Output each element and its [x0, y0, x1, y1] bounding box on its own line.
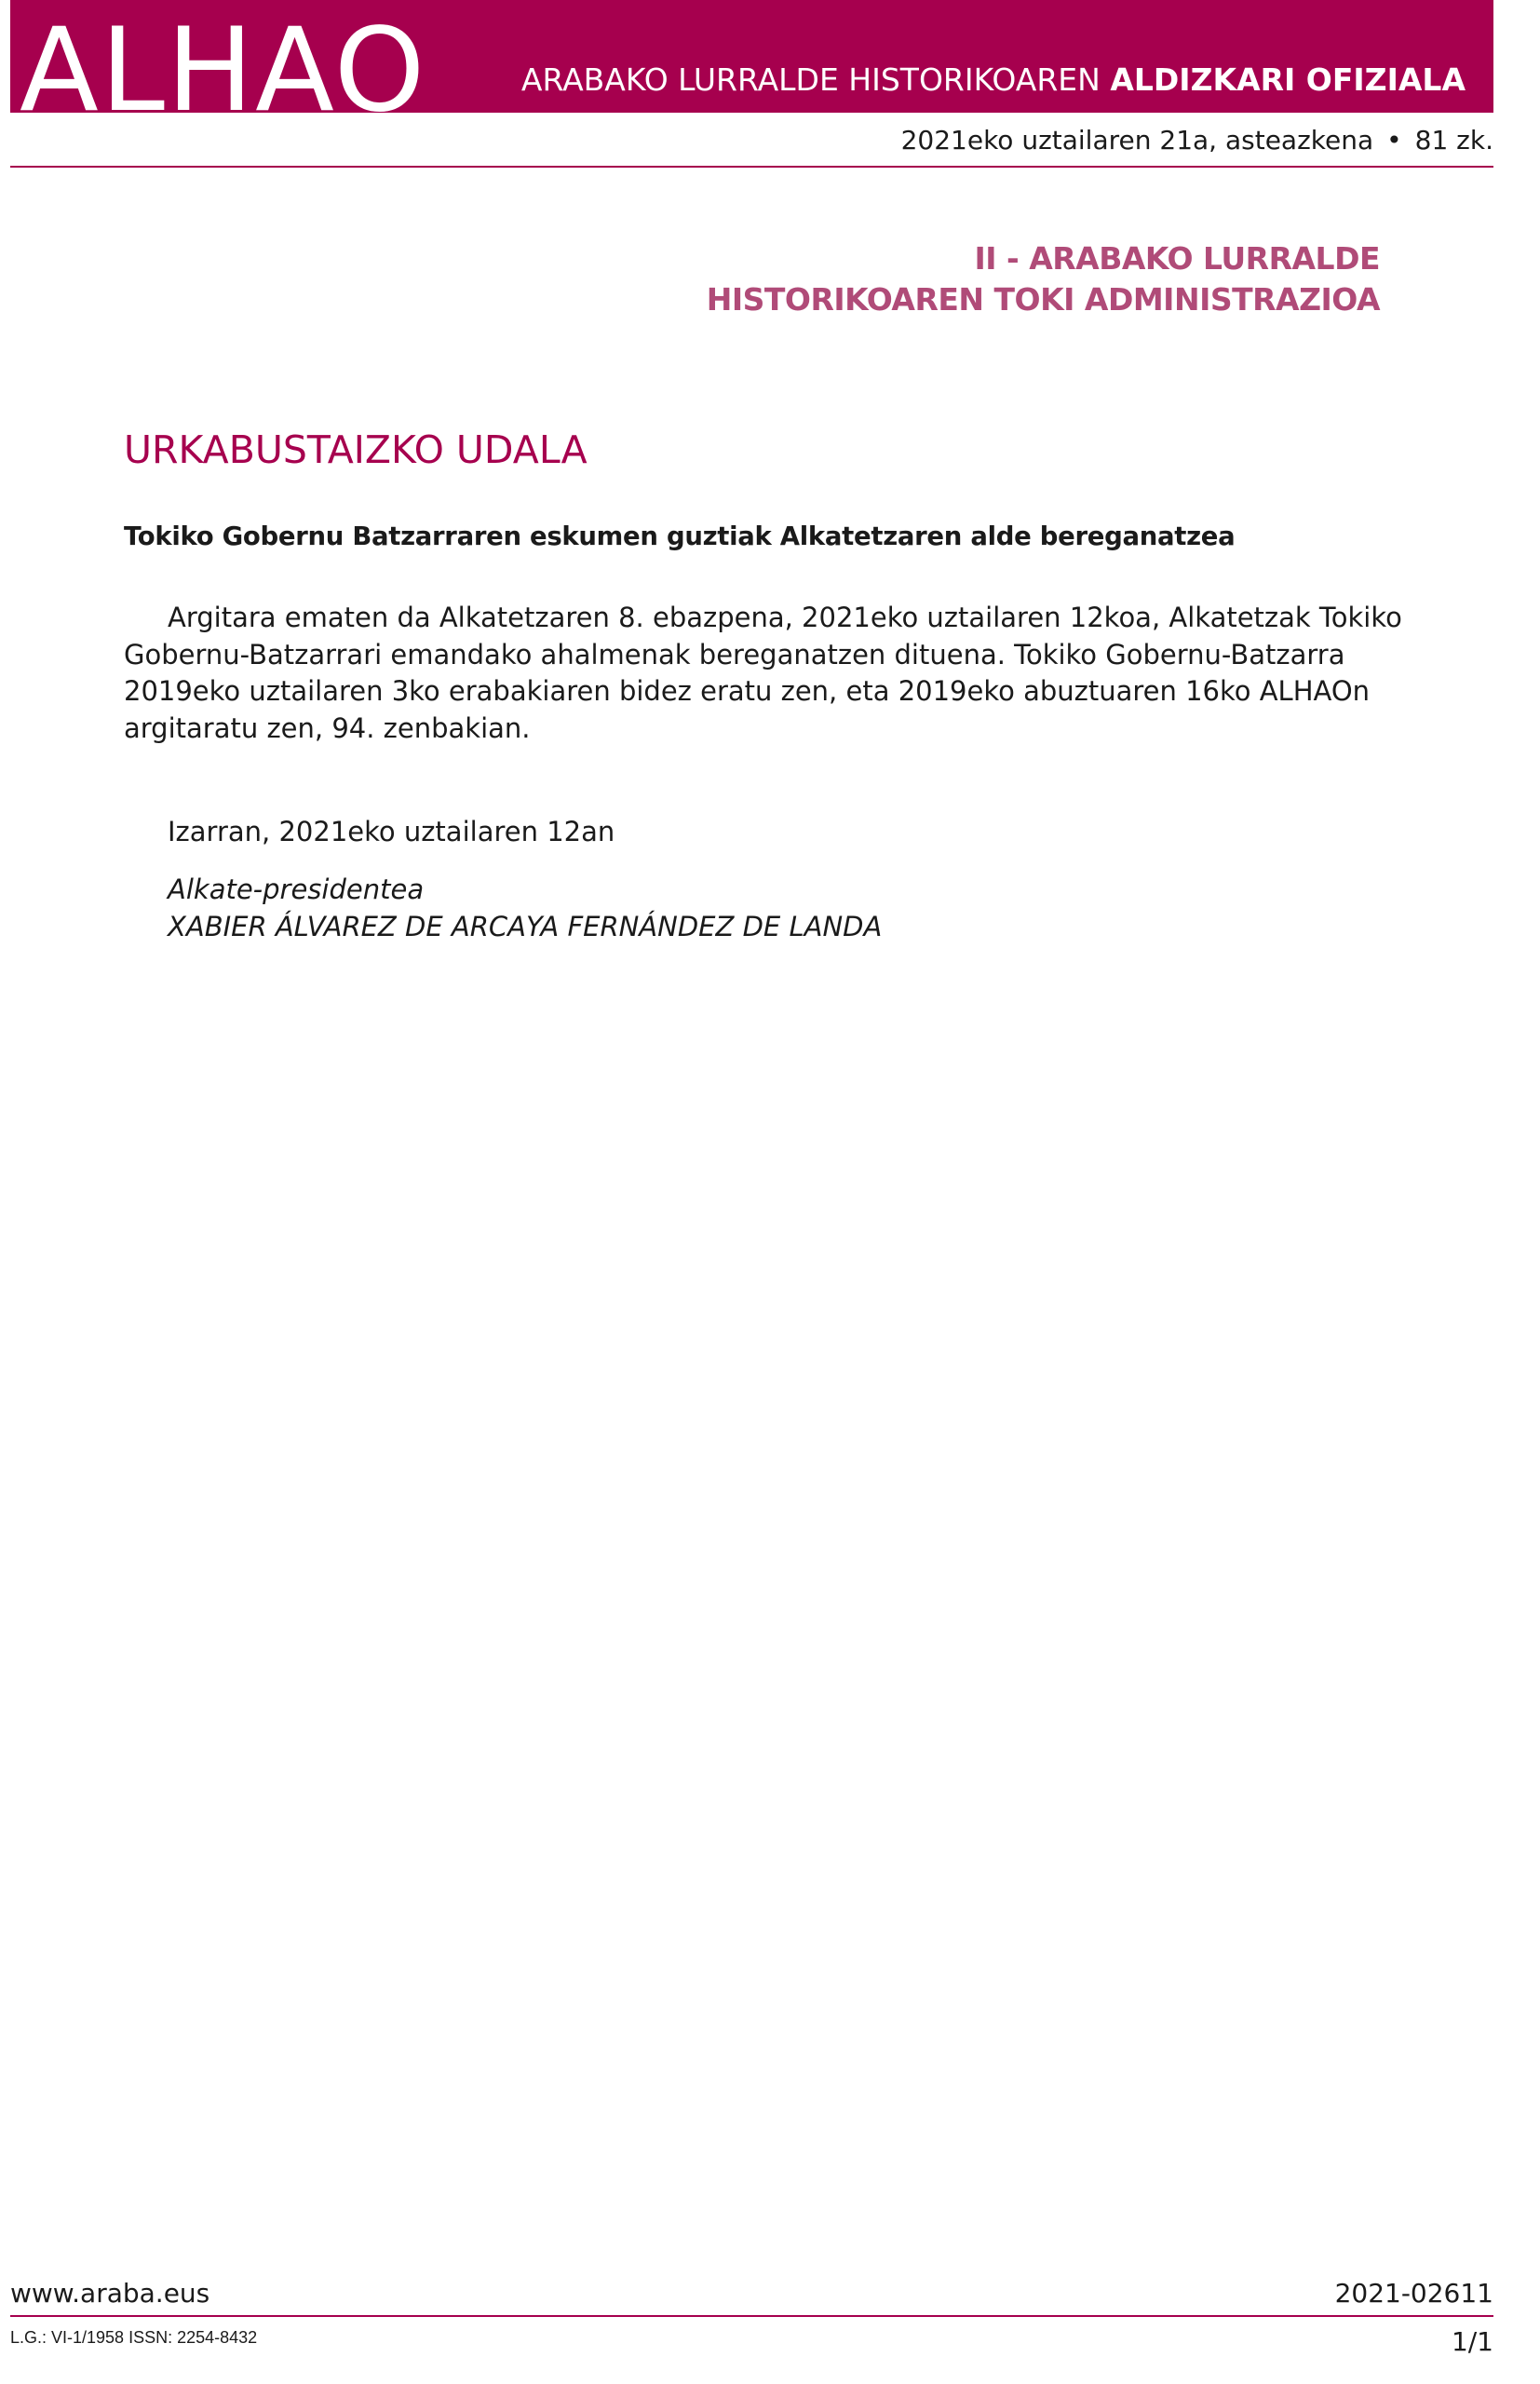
issue-bullet: •: [1386, 125, 1402, 156]
publication-title-bold: ALDIZKARI OFIZIALA: [1110, 61, 1466, 98]
place-date: Izarran, 2021eko uztailaren 12an: [168, 816, 615, 847]
footer-url-link[interactable]: www.araba.eus: [10, 2278, 210, 2309]
body-line-4: argitaratu zen, 94. zenbakian.: [124, 711, 531, 744]
issue-number: 81 zk.: [1414, 125, 1493, 156]
section-heading: [707, 238, 1380, 320]
issue-date: 2021eko uztailaren 21a, asteazkena: [900, 125, 1374, 156]
publication-title: [521, 61, 1466, 98]
entity-name: URKABUSTAIZKO UDALA: [124, 427, 588, 472]
signature-block: [168, 871, 882, 945]
section-heading-line-1: II - ARABAKO LURRALDE: [974, 240, 1380, 277]
signer-role: Alkate-presidentea: [168, 874, 425, 905]
header-divider: [10, 166, 1493, 168]
section-heading-line-2: HISTORIKOAREN TOKI ADMINISTRAZIOA: [706, 281, 1380, 318]
body-line-1: Argitara ematen da Alkatetzaren 8. ebazpena, 2021eko uztailaren 12koa, Alkatetzak Tokiko: [168, 602, 1402, 633]
body-line-2: Gobernu-Batzarrari emandako ahalmenak bereganatzen dituena. Tokiko Gobernu-Batzarra: [124, 638, 1345, 670]
footer-legal-deposit: L.G.: VI-1/1958 ISSN: 2254-8432: [10, 2328, 258, 2347]
header-band: [10, 0, 1493, 113]
issue-line: [901, 125, 1493, 156]
footer-page-number: 1/1: [1451, 2326, 1493, 2357]
body-line-3: 2019eko uztailaren 3ko erabakiaren bidez eratu zen, eta 2019eko abuztuaren 16ko ALHAOn: [124, 675, 1371, 707]
publication-title-regular: ARABAKO LURRALDE HISTORIKOAREN: [520, 61, 1111, 98]
document-body: [124, 600, 1402, 747]
footer-divider: [10, 2315, 1493, 2317]
document-title: Tokiko Gobernu Batzarraren eskumen guztiak Alkatetzaren alde bereganatzea: [124, 522, 1236, 551]
footer-document-code: 2021-02611: [1334, 2278, 1493, 2309]
signer-name: XABIER ÁLVAREZ DE ARCAYA FERNÁNDEZ DE LANDA: [168, 911, 883, 942]
alhao-logo: ALHAO: [20, 4, 427, 113]
